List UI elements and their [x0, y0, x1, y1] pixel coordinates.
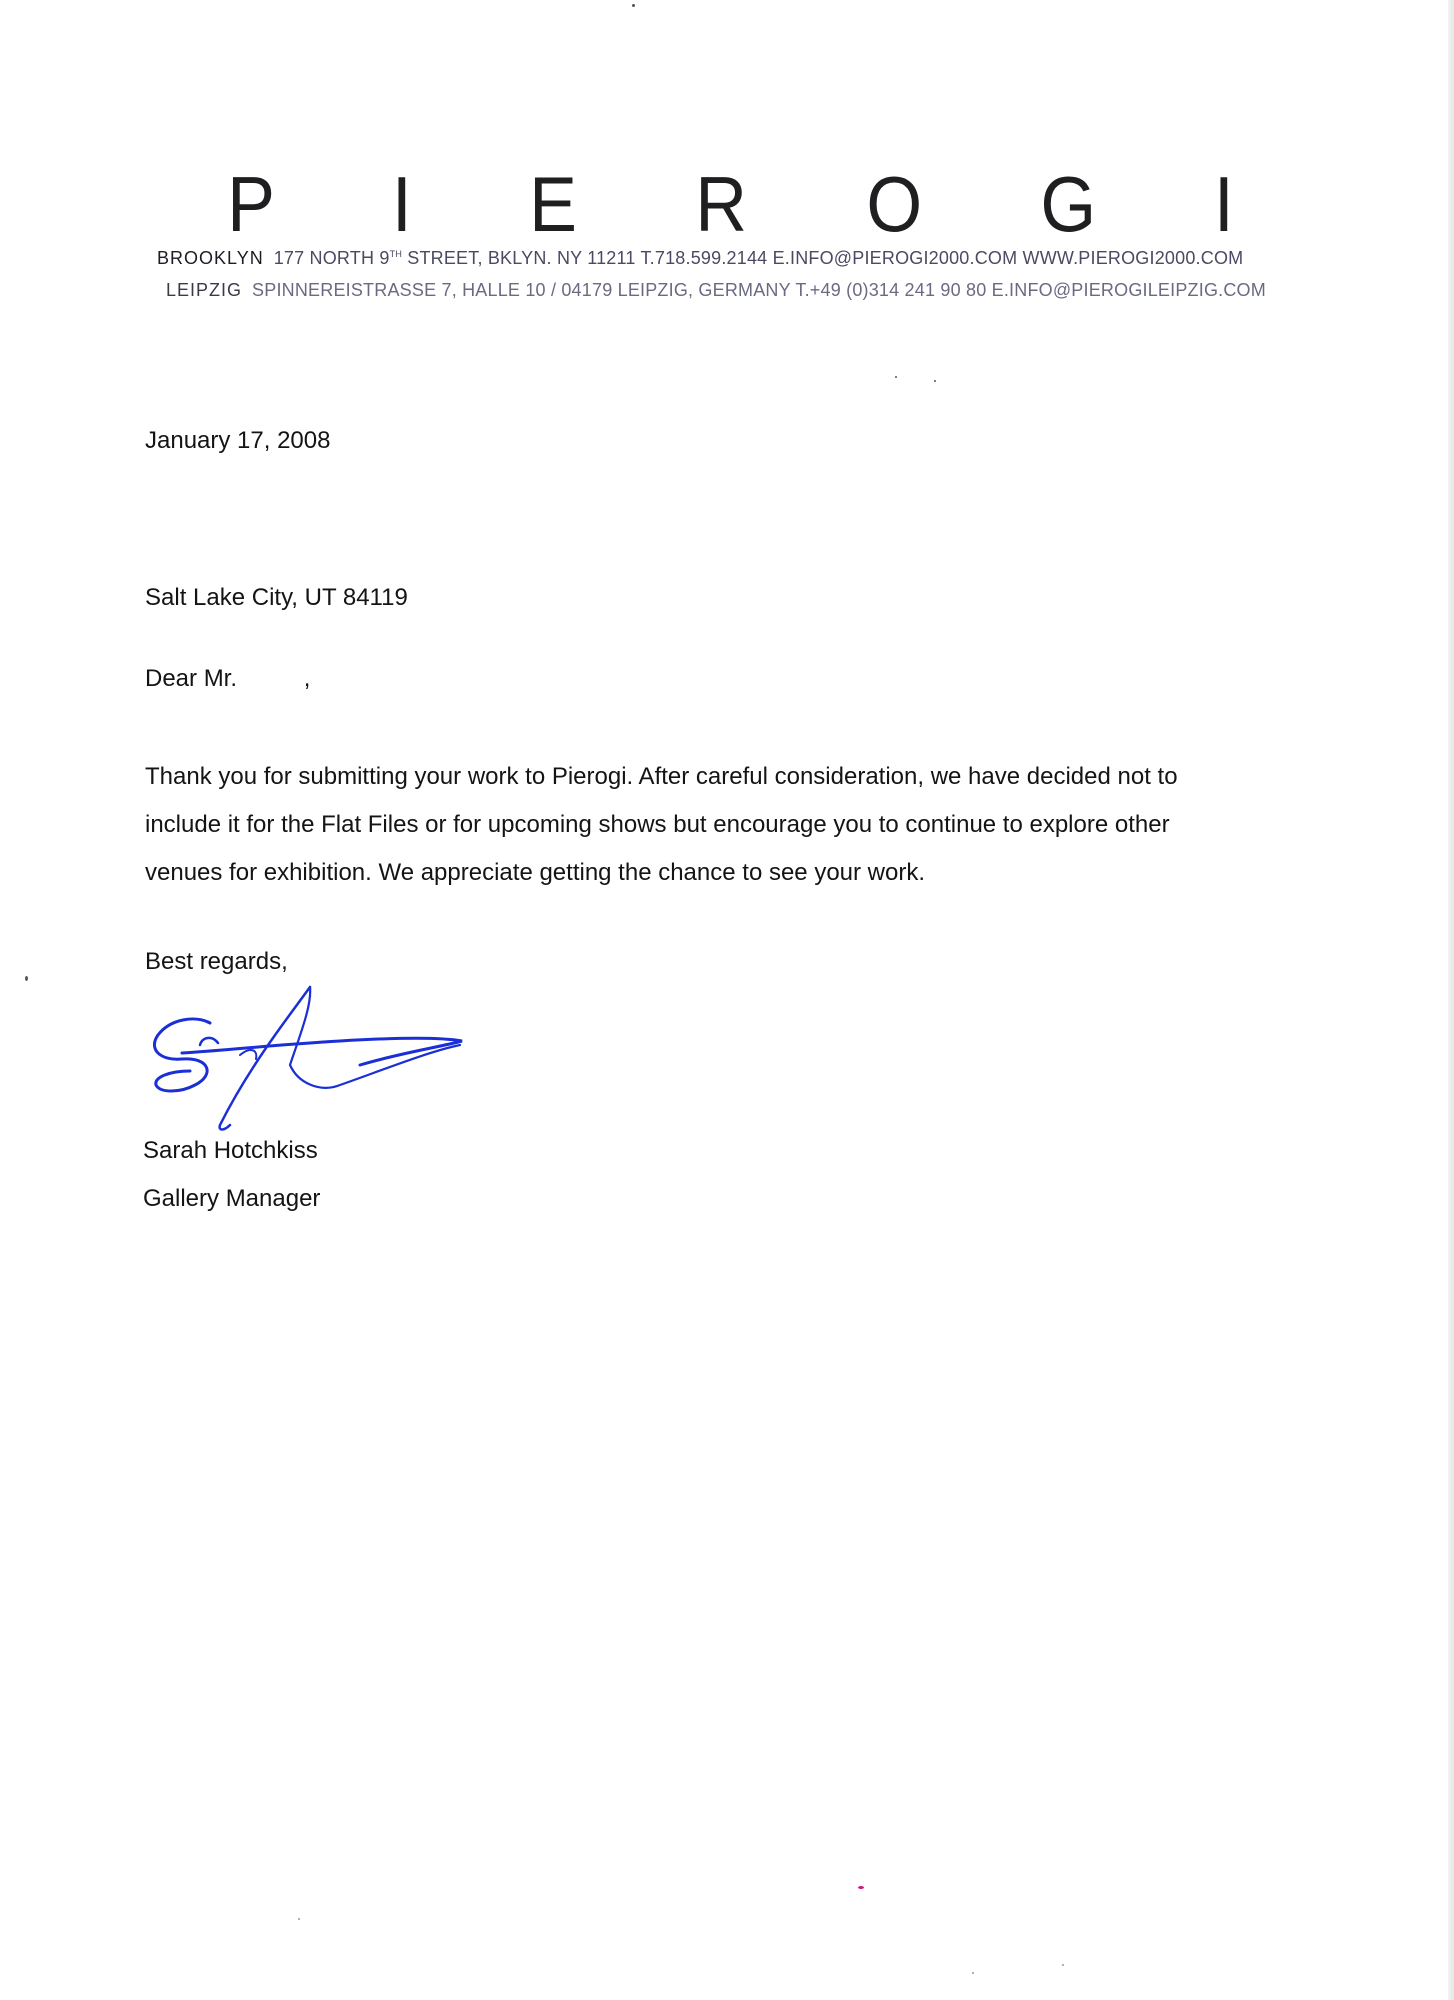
- brooklyn-city-label: BROOKLYN: [157, 248, 264, 268]
- body-line: include it for the Flat Files or for upcoming shows but encourage you to continue to explore other: [145, 811, 1170, 838]
- scan-speck: [858, 1886, 864, 1889]
- leipzig-contact-details: SPINNEREISTRASSE 7, HALLE 10 / 04179 LEIPZIG, GERMANY T.+49 (0)314 241 90 80 E.INFO@PIEROGILEIPZIG.COM: [252, 280, 1266, 300]
- signature-stroke: [220, 987, 310, 1130]
- recipient-address: Salt Lake City, UT 84119: [145, 584, 408, 611]
- signature-stroke: [182, 1038, 462, 1065]
- scan-speck: [895, 376, 897, 378]
- leipzig-address-line: [166, 280, 1266, 301]
- brooklyn-street-number: 177 NORTH 9: [273, 248, 390, 268]
- page-edge-shadow: [1448, 0, 1454, 2000]
- ordinal-suffix: TH: [389, 249, 403, 259]
- scan-speck: [632, 4, 635, 7]
- brooklyn-contact-details: STREET, BKLYN. NY 11211 T.718.599.2144 E.INFO@PIEROGI2000.COM WWW.PIEROGI2000.COM: [402, 248, 1244, 268]
- scan-speck: [25, 976, 28, 981]
- scan-speck: [298, 1918, 300, 1920]
- scan-speck: [972, 1972, 974, 1974]
- logo-letter: I: [392, 160, 412, 248]
- signature-stroke: [240, 1050, 256, 1059]
- logo-letter: O: [866, 160, 922, 248]
- brooklyn-address: [274, 248, 1244, 268]
- leipzig-city-label: LEIPZIG: [166, 280, 243, 300]
- logo-letter: P: [227, 160, 275, 248]
- logo-letter: G: [1040, 160, 1097, 248]
- signer-title: Gallery Manager: [143, 1185, 321, 1212]
- letter-date: January 17, 2008: [145, 427, 331, 454]
- signature-stroke: [154, 1019, 210, 1091]
- closing: Best regards,: [145, 948, 288, 975]
- handwritten-signature: [140, 975, 480, 1145]
- logo-letter: I: [1214, 160, 1235, 248]
- body-line: Thank you for submitting your work to Pierogi. After careful consideration, we have decided not to: [145, 763, 1178, 790]
- signer-name: Sarah Hotchkiss: [143, 1137, 318, 1164]
- logo-letter: R: [695, 160, 748, 248]
- logo-letter: E: [529, 160, 577, 248]
- gallery-logo: [225, 160, 1235, 248]
- body-line: venues for exhibition. We appreciate getting the chance to see your work.: [145, 859, 926, 886]
- scan-speck: [1062, 1964, 1064, 1966]
- letter-body: [145, 753, 1285, 897]
- signature-stroke: [200, 1038, 218, 1045]
- salutation: Dear Mr. ,: [145, 665, 311, 692]
- scan-speck: [934, 380, 936, 382]
- brooklyn-address-line: [157, 248, 1243, 269]
